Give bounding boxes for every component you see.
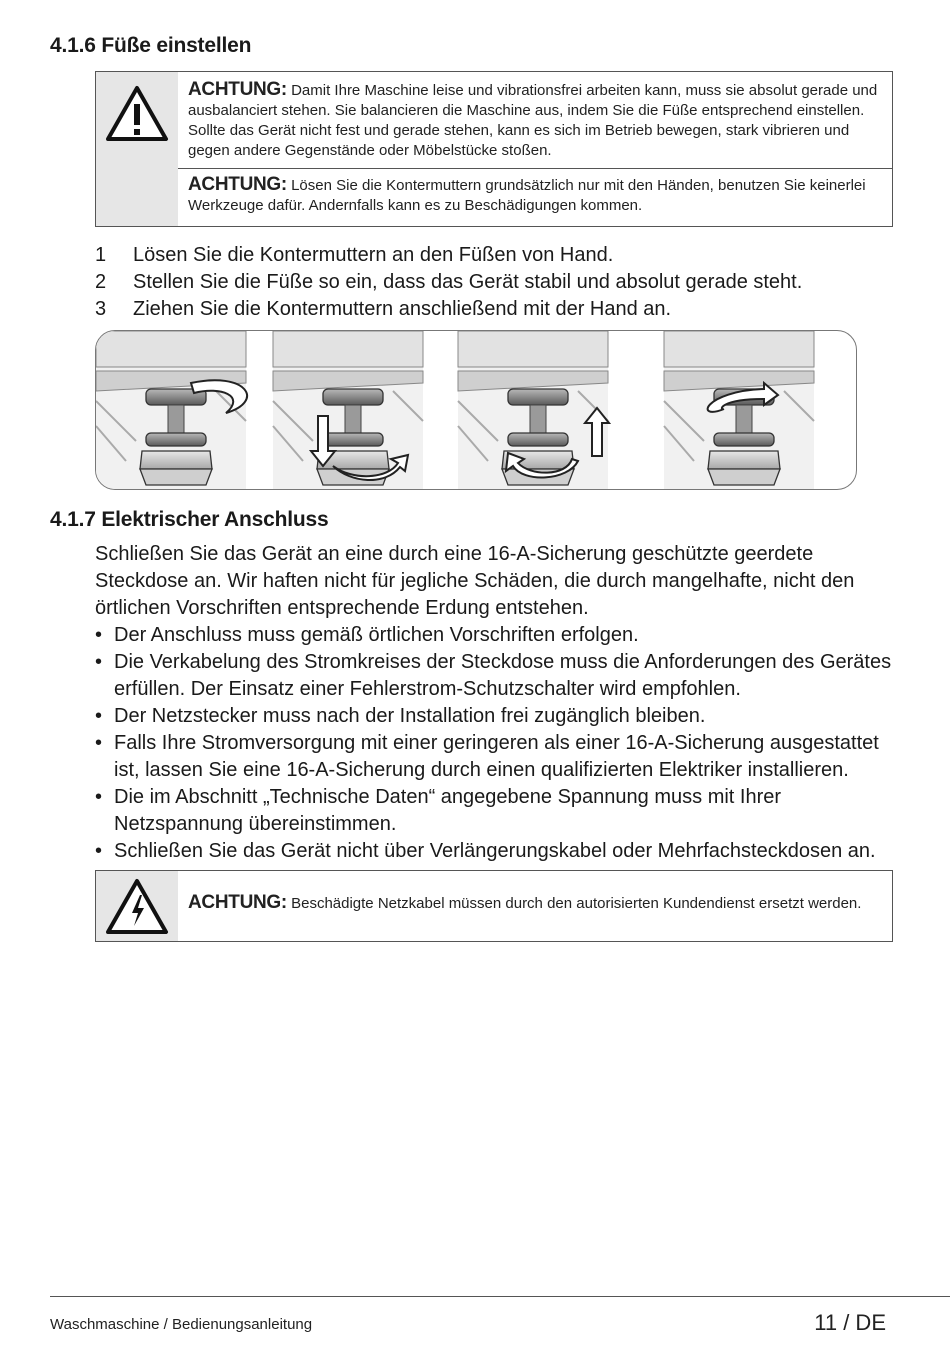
step-text: Stellen Sie die Füße so ein, dass das Gerät stabil und absolut gerade steht.	[133, 271, 803, 293]
warning-box-feet	[95, 71, 893, 227]
bullet-text: Der Anschluss muss gemäß örtlichen Vorschriften erfolgen.	[114, 624, 639, 646]
feet-illustration-svg	[96, 331, 856, 489]
feet-adjustment-illustration	[95, 330, 857, 490]
warning-label: ACHTUNG:	[188, 892, 287, 913]
electrical-bullets	[95, 622, 895, 865]
warning-text-1	[188, 80, 882, 161]
bullet-item	[95, 703, 895, 730]
step-number: 2	[95, 271, 107, 293]
step-item	[95, 269, 895, 296]
warning-box-electrical	[95, 870, 893, 942]
warning-text-2	[188, 175, 882, 216]
section-title-electrical: 4.1.7 Elektrischer Anschluss	[50, 508, 329, 531]
bullet-text: Die Verkabelung des Stromkreises der Steckdose muss die Anforderungen des Gerätes erfüllen. Der Einsatz einer Fehlerstrom-Schutzschalter wird empfohlen.	[114, 651, 892, 700]
electric-hazard-icon	[104, 877, 170, 937]
warning-body: Beschädigte Netzkabel müssen durch den autorisierten Kundendienst ersetzt werden.	[291, 895, 862, 912]
section-title-feet: 4.1.6 Füße einstellen	[50, 34, 252, 57]
bullet-marker: •	[95, 786, 103, 808]
warning-body: Lösen Sie die Kontermuttern grundsätzlich nur mit den Händen, benutzen Sie keinerlei Werkzeuge dafür. Andernfalls kann es zu Beschädigungen kommen.	[188, 177, 866, 214]
bullet-text: Schließen Sie das Gerät nicht über Verlängerungskabel oder Mehrfachsteckdosen an.	[114, 840, 876, 862]
bullet-item	[95, 730, 895, 784]
warning-label: ACHTUNG:	[188, 174, 287, 195]
bullet-marker: •	[95, 624, 103, 646]
step-number: 3	[95, 298, 107, 320]
warning-icon-column	[96, 72, 178, 226]
bullet-marker: •	[95, 732, 103, 754]
bullet-item	[95, 784, 895, 838]
bullet-item	[95, 838, 895, 865]
bullet-marker: •	[95, 705, 103, 727]
bullet-item	[95, 622, 895, 649]
footer-doc-title: Waschmaschine / Bedienungsanleitung	[50, 1316, 313, 1333]
warning-label: ACHTUNG:	[188, 79, 287, 100]
warning-text-electrical	[188, 893, 882, 914]
step-item	[95, 242, 895, 269]
bullet-text: Die im Abschnitt „Technische Daten“ angegebene Spannung muss mit Ihrer Netzspannung übereinstimmen.	[114, 786, 782, 835]
warning-body: Damit Ihre Maschine leise und vibrationsfrei arbeiten kann, muss sie absolut gerade und ausbalanciert stehen. Sie balancieren die Maschine aus, indem Sie die Füße entsprechend einstellen. Sollte das Gerät nicht fest und gerade stehen, kann es sich im Betrieb bewegen, stark vibrieren und gegen andere Gegenstände oder Möbelstücke stoßen.	[188, 82, 878, 159]
warning-triangle-icon	[104, 84, 170, 144]
step-item	[95, 296, 895, 323]
bullet-item	[95, 649, 895, 703]
bullet-text: Der Netzstecker muss nach der Installation frei zugänglich bleiben.	[114, 705, 706, 727]
bullet-text: Falls Ihre Stromversorgung mit einer geringeren als einer 16-A-Sicherung ausgestattet ist, lassen Sie eine 16-A-Sicherung durch einen qualifizierten Elektriker installieren.	[114, 732, 879, 781]
step-text: Ziehen Sie die Kontermuttern anschließend mit der Hand an.	[133, 298, 672, 320]
bullet-marker: •	[95, 840, 103, 862]
electric-icon-column	[96, 871, 178, 941]
electrical-intro: Schließen Sie das Gerät an eine durch eine 16-A-Sicherung geschützte geerdete Steckdose an. Wir haften nicht für jegliche Schäden, die durch mangelhafte, nicht den örtlichen Vorschriften entsprechende Erdung entstehen.	[95, 543, 855, 619]
footer-divider	[50, 1296, 950, 1297]
step-number: 1	[95, 244, 107, 266]
warning-divider	[178, 168, 892, 169]
bullet-marker: •	[95, 651, 103, 673]
step-text: Lösen Sie die Kontermuttern an den Füßen von Hand.	[133, 244, 614, 266]
steps-list	[95, 242, 895, 323]
page-number: 11 / DE	[814, 1310, 886, 1335]
